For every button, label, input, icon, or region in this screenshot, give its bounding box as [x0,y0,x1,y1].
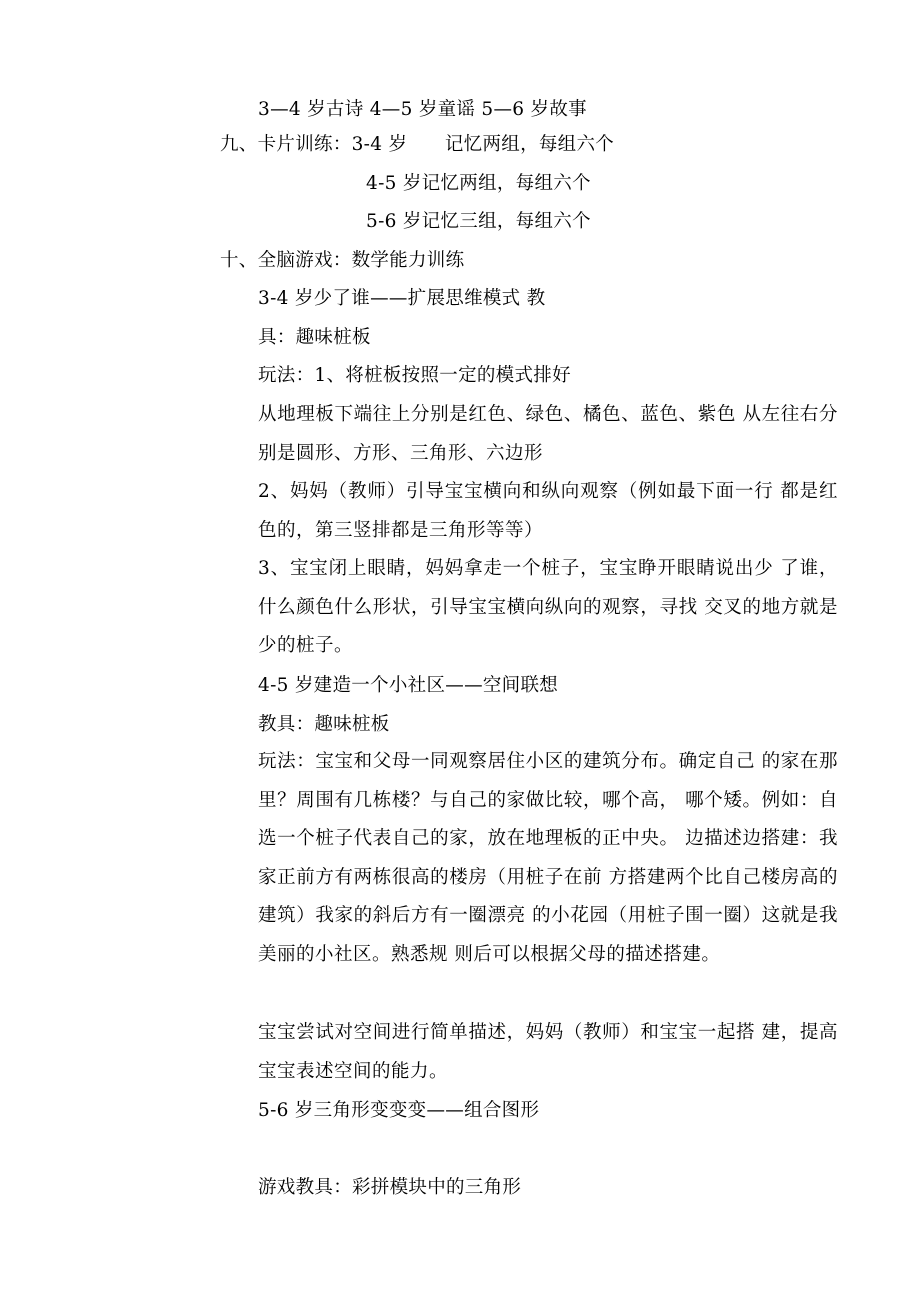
game-4-5-method-continued: 宝宝尝试对空间进行简单描述，妈妈（教师）和宝宝一起搭 建，提高宝宝表述空间的能力。 [258,1022,838,1082]
game-4-5-title: 4-5 岁建造一个小社区——空间联想 [258,675,559,696]
game-3-4-board-description: 从地理板下端往上分别是红色、绿色、橘色、蓝色、紫色 从左往右分别是圆形、方形、三角形、六边形 [258,404,838,464]
game-5-6-title: 5-6 岁三角形变变变——组合图形 [258,1100,540,1121]
game-3-4-title: 3-4 岁少了谁——扩展思维模式 教 [258,288,546,309]
game-4-5-tools: 教具：趣味桩板 [258,714,390,735]
game-5-6-tools: 游戏教具：彩拼模块中的三角形 [258,1177,522,1198]
age-content-line: 3—4 岁古诗 4—5 岁童谣 5—6 岁故事 [258,99,587,120]
game-3-4-tools: 具：趣味桩板 [258,327,371,348]
card-training-4-5: 4-5 岁记忆两组，每组六个 [366,173,591,194]
game-3-4-method-step3: 3、宝宝闭上眼睛，妈妈拿走一个桩子，宝宝睁开眼睛说出少 了谁，什么颜色什么形状，引导宝宝横向纵向的观察，寻找 交叉的地方就是少的桩子。 [258,558,838,657]
game-4-5-method: 玩法：宝宝和父母一同观察居住小区的建筑分布。确定自己 的家在那里？周围有几栋楼？与自己的家做比较，哪个高， 哪个矮。例如：自选一个桩子代表自己的家，放在地理板的正中央。 边描述边搭建：我家正前方有两栋很高的楼房（用桩子在前 方搭建两个比自己楼房高的建筑）我家的斜后方有一圈漂亮 的小花园（用桩子围一圈）这就是我美丽的小社区。熟悉规 则后可以根据父母的描述搭建。 [258,751,838,965]
game-3-4-method-step2: 2、妈妈（教师）引导宝宝横向和纵向观察（例如最下面一行 都是红色的，第三竖排都是三角形等等） [258,481,838,541]
card-training-5-6: 5-6 岁记忆三组，每组六个 [366,211,591,232]
game-3-4-method-step1: 玩法：1、将桩板按照一定的模式排好 [258,365,571,386]
section-ten-heading: 十、全脑游戏：数学能力训练 [220,250,465,271]
section-nine-heading: 九、卡片训练：3-4 岁 记忆两组，每组六个 [220,134,615,155]
